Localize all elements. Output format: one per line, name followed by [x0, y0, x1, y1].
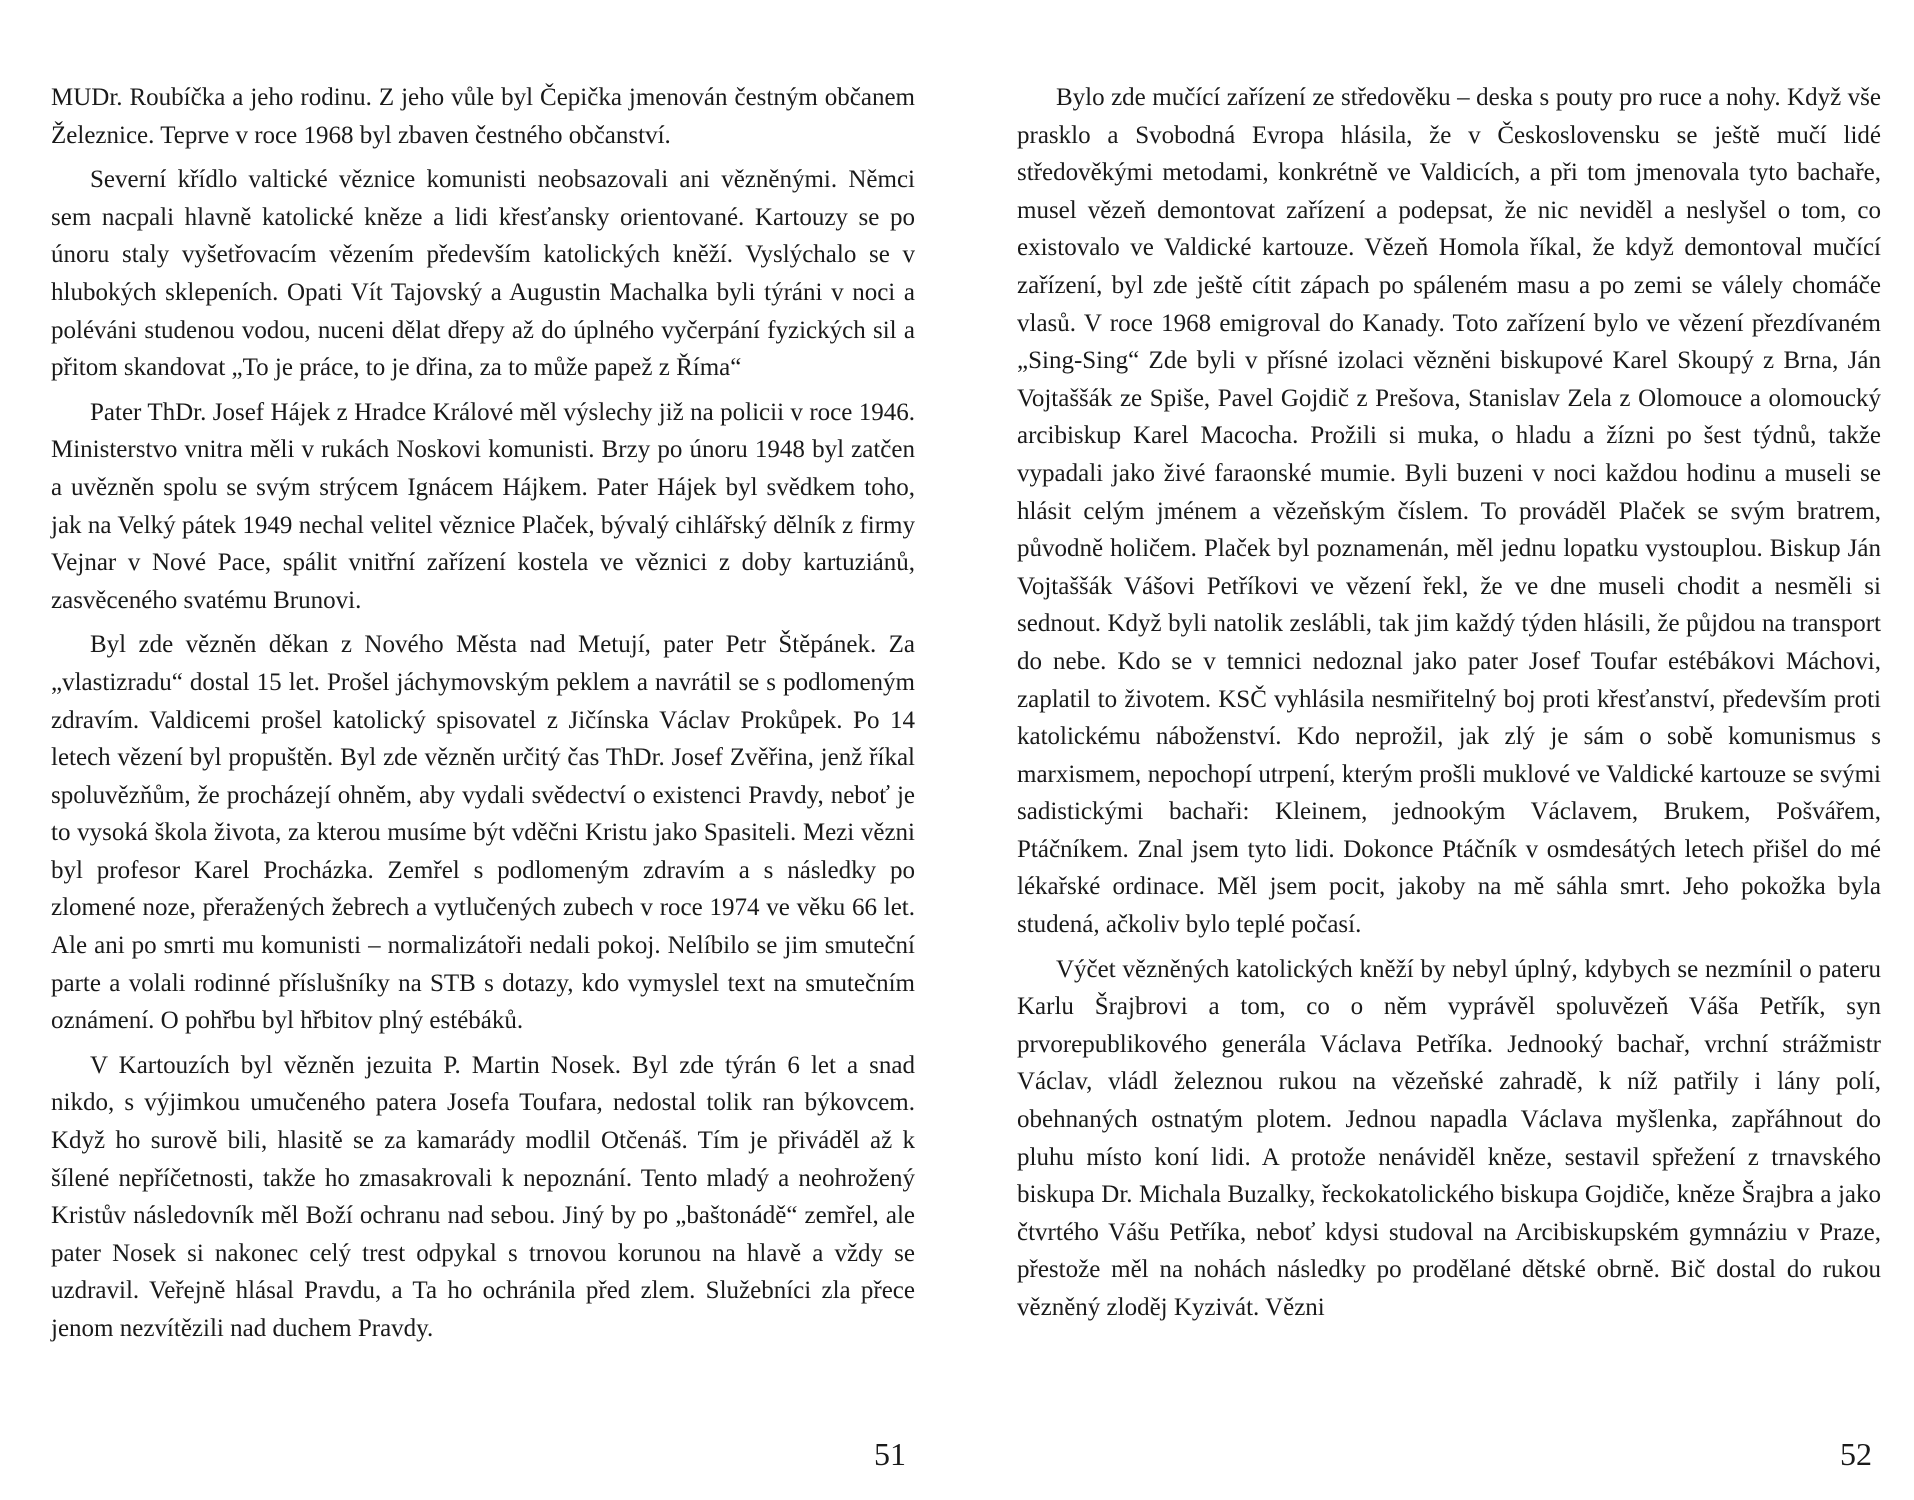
left-paragraph-5: V Kartouzích byl vězněn jezuita P. Martin Nosek. Byl zde týrán 6 let a snad nikdo, s výjimkou umučeného patera Josefa Toufara, nedostal tolik ran býkovcem. Když ho surově bili, hlasitě se za kamarády modlil Otčenáš. Tím je přiváděl až k šílené nepříčetnosti, takže ho zmasakrovali k nepoznání. Tento mladý a neohrožený Kristův následovník měl Boží ochranu nad sebou. Jiný by po „baštonádě“ zemřel, ale pater Nosek si nakonec celý trest odpykal s trnovou korunou na hlavě a vždy se uzdravil. Veřejně hlásal Pravdu, a Ta ho ochránila před zlem. Služebníci zla přece jenom nezvítězili nad duchem Pravdy.: [51, 1051, 915, 1342]
left-page-text-column: [51, 79, 915, 1355]
left-paragraph-2: Severní křídlo valtické věznice komunisti neobsazovali ani vězněnými. Němci sem nacpali hlavně katolické kněze a lidi křesťansky orientované. Kartouzy se po únoru staly vyšetřovacím vězením především katolických kněží. Vyslýchalo se v hlubokých sklepeních. Opati Vít Tajovský a Augustin Machalka byli týráni v noci a poléváni studenou vodou, nuceni dělat dřepy až do úplného vyčerpání fyzických sil a přitom skandovat „To je práce, to je dřina, za to může papež z Říma“: [51, 166, 915, 382]
left-page-number: 51: [874, 1436, 906, 1472]
right-page-text-column: [1017, 79, 1881, 1334]
right-paragraph-1: Bylo zde mučící zařízení ze středověku – deska s pouty pro ruce a nohy. Když vše prasklo a Svobodná Evropa hlásila, že v Československu se ještě mučí lidé středověkými metodami, konkrétně ve Valdicích, a při tom jmenovala tyto bachaře, musel vězeň demontovat zařízení a podepsat, že nic neviděl a neslyšel o tom, co existovalo ve Valdické kartouze. Vězeň Homola říkal, že když demontoval mučící zařízení, byl zde ještě cítit zápach po spáleném masu a po zemi se válely chomáče vlasů. V roce 1968 emigroval do Kanady. Toto zařízení bylo ve vězení přezdívaném „Sing-Sing“ Zde byli v přísné izolaci vězněni biskupové Karel Skoupý z Brna, Ján Vojtaššák ze Spiše, Pavel Gojdič z Prešova, Stanislav Zela z Olomouce a olomoucký arcibiskup Karel Macocha. Prožili si muka, o hladu a žízni po šest týdnů, takže vypadali jako živé faraonské mumie. Byli buzeni v noci každou hodinu a museli se hlásit celým jménem a vězeňským číslem. To prováděl Plaček se svým bratrem, původně holičem. Plaček byl poznamenán, měl jednu lopatku vystouplou. Biskup Ján Vojtaššák Vášovi Petříkovi ve vězení řekl, že ve dne museli chodit a nesměli si sednout. Když byli natolik zeslábli, tak jim každý týden hlásili, že půjdou na transport do nebe. Kdo se v temnici nedoznal jako pater Josef Toufar estébákovi Máchovi, zaplatil to životem. KSČ vyhlásila nesmiřitelný boj proti křesťanství, především proti katolickému náboženství. Kdo neprožil, jak zlý je sám o sobě komunismus s marxismem, nepochopí utrpení, kterým prošli muklové ve Valdické kartouze se svými sadistickými bachaři: Kleinem, jednookým Václavem, Brukem, Pošvářem, Ptáčníkem. Znal jsem tyto lidi. Dokonce Ptáčník v osmdesátých letech přišel do mé lékařské ordinace. Měl jsem pocit, jakoby na mě sáhla smrt. Jeho pokožka byla studená, ačkoliv bylo teplé počasí.: [1017, 84, 1881, 939]
left-paragraph-4: Byl zde vězněn děkan z Nového Města nad Metují, pater Petr Štěpánek. Za „vlastizradu“ dostal 15 let. Prošel jáchymovským peklem a navrátil se s podlomeným zdravím. Valdicemi prošel katolický spisovatel z Jičínska Václav Prokůpek. Po 14 letech vězení byl propuštěn. Byl zde vězněn určitý čas ThDr. Josef Zvěřina, jenž říkal spoluvězňům, že procházejí ohněm, aby vydali svědectví o existenci Pravdy, neboť je to vysoká škola života, za kterou musíme být vděčni Kristu jako Spasiteli. Mezi vězni byl profesor Karel Procházka. Zemřel s podlomeným zdravím a s následky po zlomené noze, přeražených žebrech a vytlučených zubech v roce 1974 ve věku 66 let. Ale ani po smrti mu komunisti – normalizátoři nedali pokoj. Nelíbilo se jim smuteční parte a volali rodinné příslušníky na STB s dotazy, kdo vymyslel text na smutečním oznámení. O pohřbu byl hřbitov plný estébáků.: [51, 631, 915, 1035]
right-page: [957, 0, 1914, 1500]
left-paragraph-1: MUDr. Roubíčka a jeho rodinu. Z jeho vůle byl Čepička jmenován čestným občanem Železnice. Teprve v roce 1968 byl zbaven čestného občanství.: [51, 84, 915, 149]
right-paragraph-2: Výčet vězněných katolických kněží by nebyl úplný, kdybych se nezmínil o pateru Karlu Šrajbrovi a tom, co o něm vyprávěl spoluvězeň Váša Petřík, syn prvorepublikového generála Václava Petříka. Jednooký bachař, vrchní strážmistr Václav, vládl železnou rukou na vězeňské zahradě, k níž patřily i lány polí, obehnaných ostnatým plotem. Jednou napadla Václava myšlenka, zapřáhnout do pluhu místo koní lidi. A protože nenáviděl kněze, sestavil spřežení z trnavského biskupa Dr. Michala Buzalky, řeckokatolického biskupa Gojdiče, kněze Šrajbra a jako čtvrtého Vášu Petříka, neboť kdysi studoval na Arcibiskupském gymnáziu v Praze, přestože měl na nohách následky po prodělané dětské obrně. Bič dostal do rukou vězněný zloděj Kyzivát. Vězni: [1017, 955, 1881, 1321]
left-paragraph-3: Pater ThDr. Josef Hájek z Hradce Králové měl výslechy již na policii v roce 1946. Ministerstvo vnitra měli v rukách Noskovi komunisti. Brzy po únoru 1948 byl zatčen a uvězněn spolu se svým strýcem Ignácem Hájkem. Pater Hájek byl svědkem toho, jak na Velký pátek 1949 nechal velitel věznice Plaček, bývalý cihlářský dělník z firmy Vejnar v Nové Pace, spálit vnitřní zařízení kostela ve věznici z doby kartuziánů, zasvěceného svatému Brunovi.: [51, 398, 915, 614]
right-page-number: 52: [1840, 1436, 1872, 1472]
